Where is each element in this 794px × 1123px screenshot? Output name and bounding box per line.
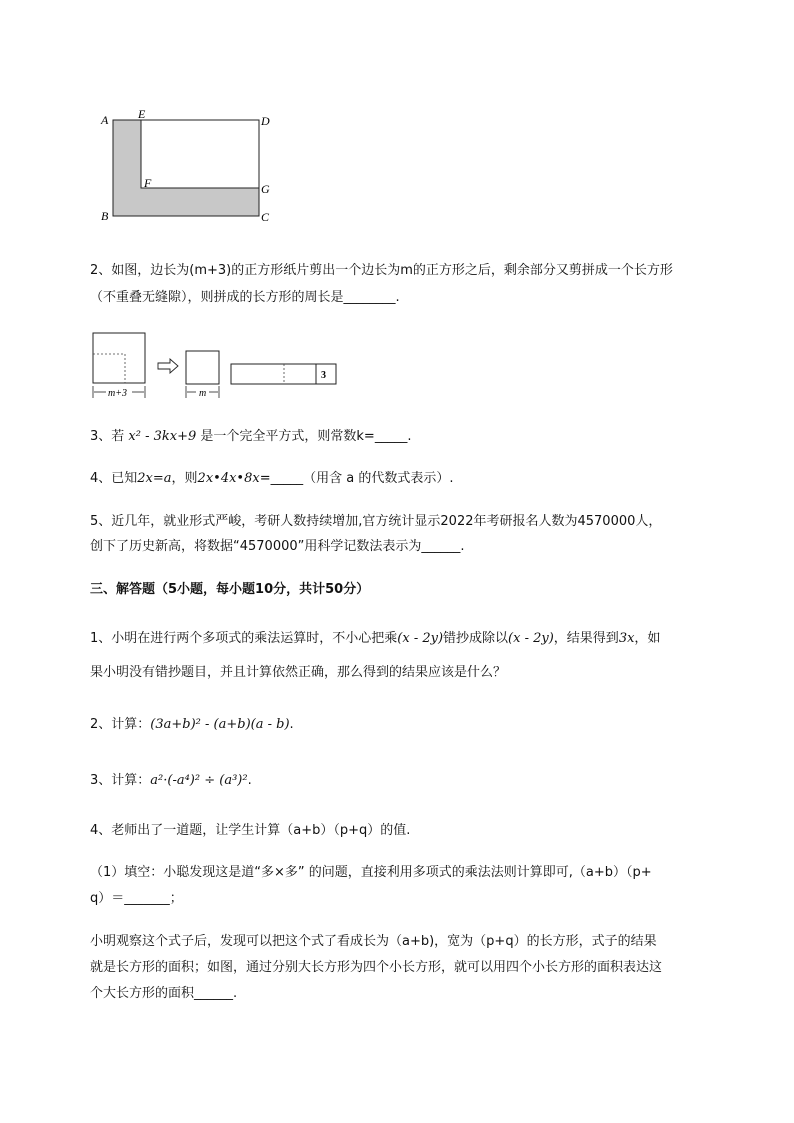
figure-square-cut xyxy=(90,330,340,402)
label-a: A xyxy=(101,113,109,127)
s1-line2: 果小明没有错抄题目，并且计算依然正确，那么得到的结果应该是什么？ xyxy=(90,665,507,680)
q4-mid: ，则 xyxy=(171,471,198,486)
s4-sub1-line1: （1）填空：小聪发现这是道“多×多” 的问题，直接利用多项式的乘法法则计算即可,（a+b）（p+ xyxy=(90,865,652,880)
inner-lines xyxy=(141,120,259,188)
s4-line: 4、老师出了一道题，让学生计算（a+b）（p+q）的值. xyxy=(90,823,411,838)
s2-expression: (3a+b)² - (a+b)(a - b) xyxy=(150,717,290,732)
s1-expr-1: (x - 2y) xyxy=(397,631,444,646)
s3-expression: a²·(-a⁴)² ÷ (a³)² xyxy=(150,773,248,788)
cut-dashed-lines xyxy=(93,354,125,383)
q3-suffix: 是一个完全平方式，则常数k=_____. xyxy=(200,429,412,444)
label-c: C xyxy=(261,210,270,224)
s1-line1 xyxy=(90,630,660,648)
s1-text-b: 错抄成除以 xyxy=(443,631,509,646)
section3-title: 三、解答题（5小题，每小题10分，共计50分） xyxy=(90,582,370,597)
s4-sub1-line2: q）＝_______； xyxy=(90,891,183,906)
s1-expr-2: (x - 2y) xyxy=(508,631,554,646)
q4-expr1: 2x=a xyxy=(137,471,172,486)
figure-rectangle-l-shape xyxy=(95,108,285,228)
label-e: E xyxy=(138,108,146,121)
label-m-plus-3: m+3 xyxy=(108,388,127,399)
s2-suffix: . xyxy=(289,717,294,732)
big-square xyxy=(93,333,145,383)
shaded-l-region xyxy=(113,120,259,216)
q4-suffix: =_____（用含 a 的代数式表示）. xyxy=(259,471,454,486)
arrow-icon xyxy=(158,359,178,373)
s3-suffix: . xyxy=(247,773,252,788)
s1-expr-3x: 3x xyxy=(618,631,635,646)
q4-prefix: 4、已知 xyxy=(90,471,138,486)
q2-line1: 2、如图，边长为(m+3)的正方形纸片剪出一个边长为m的正方形之后，剩余部分又剪拼成一个长方形 xyxy=(90,263,673,278)
small-square xyxy=(186,351,219,384)
label-d: D xyxy=(261,114,270,128)
q2-line2: （不重叠无缝隙），则拼成的长方形的周长是________. xyxy=(90,290,400,305)
q4-line xyxy=(90,470,453,488)
q4-expr2: 2x•4x•8x xyxy=(197,471,260,486)
q3-expression: x² - 3kx+9 xyxy=(128,429,197,444)
label-3: 3 xyxy=(321,370,326,381)
q3-prefix: 3、若 xyxy=(90,429,125,444)
s2-prefix: 2、计算： xyxy=(90,717,151,732)
label-m: m xyxy=(199,388,207,399)
s4-para-line1: 小明观察这个式子后，发现可以把这个式了看成长为（a+b)，宽为（p+q）的长方形，式子的结果 xyxy=(90,934,657,949)
s1-text-a: 1、小明在进行两个多项式的乘法运算时，不小心把乘 xyxy=(90,631,398,646)
s2-line xyxy=(90,716,294,734)
q3-line xyxy=(90,428,411,446)
label-b: B xyxy=(101,209,109,223)
q5-line2: 创下了历史新高，将数据“4570000”用科学记数法表示为______. xyxy=(90,539,465,554)
s3-prefix: 3、计算： xyxy=(90,773,151,788)
s4-para-line2: 就是长方形的面积；如图，通过分别大长方形为四个小长方形，就可以用四个小长方形的面积表达这 xyxy=(90,960,663,975)
q5-line1: 5、近几年，就业形式严峻，考研人数持续增加,官方统计显示2022年考研报名人数为4570000人， xyxy=(90,514,662,529)
s3-line xyxy=(90,772,252,790)
label-f: F xyxy=(144,176,152,190)
s4-para-line3: 个大长方形的面积______. xyxy=(90,986,238,1001)
label-g: G xyxy=(261,182,270,196)
s1-text-c: ，结果得到 xyxy=(553,631,619,646)
s1-text-d: ，如 xyxy=(634,631,661,646)
